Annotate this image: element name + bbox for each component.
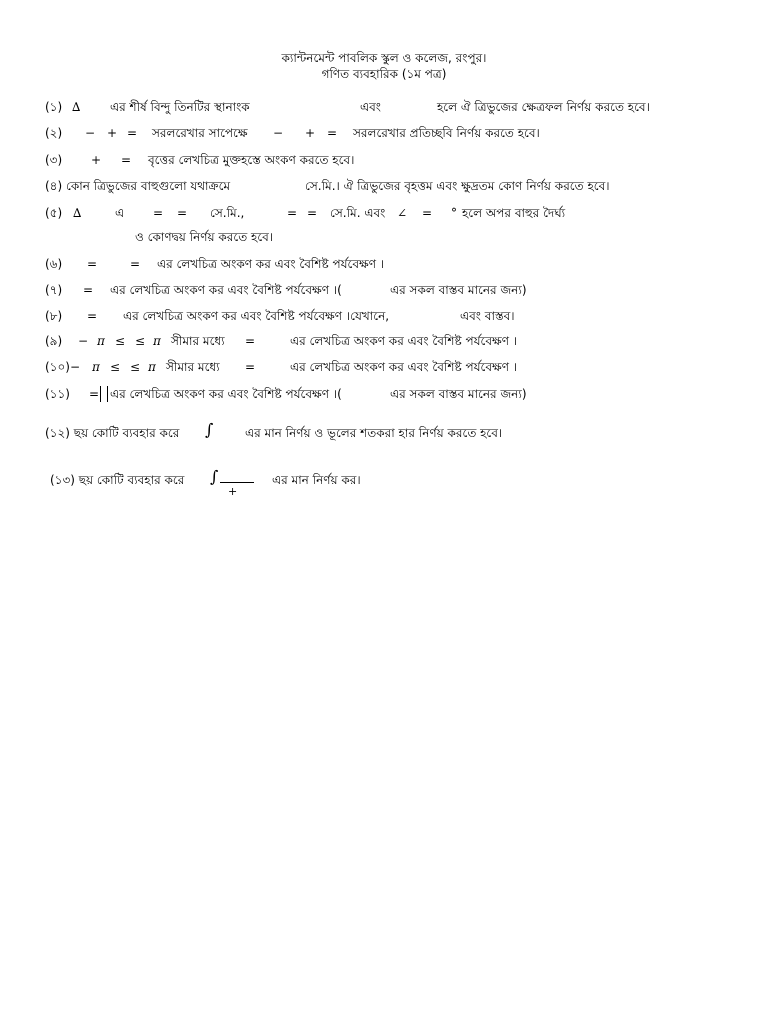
angle-symbol: ∠ — [397, 206, 408, 220]
question-text: হলে ঐ ত্রিভুজের ক্ষেত্রফল নির্ণয় করতে হবে। — [437, 100, 650, 114]
pi-symbol: π — [92, 360, 100, 374]
question-text: এর লেখচিত্র অংকণ কর এবং বৈশিষ্ট পর্যবেক্ষণ ।( — [110, 283, 342, 297]
question-text: সে.মি. এবং — [330, 206, 386, 220]
absolute-bar-right — [107, 386, 108, 402]
page-header — [0, 50, 768, 82]
question-text: এ — [115, 206, 125, 220]
math-operator: = — [127, 126, 138, 140]
integral-symbol: ∫ — [210, 467, 219, 486]
question-number: (৫) — [45, 206, 63, 220]
math-operator: = — [287, 206, 298, 220]
subject-title: গণিত ব্যবহারিক (১ম পত্র) — [321, 67, 447, 81]
question-number: (৯) — [45, 334, 63, 348]
math-operator: ≤ — [135, 334, 146, 348]
math-operator: − — [273, 126, 284, 140]
question-text: এর সকল বাস্তব মানের জন্য) — [390, 283, 527, 297]
absolute-bar-left — [100, 386, 101, 402]
math-operator: = — [307, 206, 318, 220]
question-text: এবং — [360, 100, 381, 114]
triangle-symbol: ∆ — [73, 206, 82, 220]
question-text: সরলরেখার সাপেক্ষে — [152, 126, 248, 140]
question-number: (৩) — [45, 153, 63, 167]
math-operator: = — [130, 257, 141, 271]
question-text: (১৩) ছয় কোটি ব্যবহার করে — [50, 473, 185, 487]
math-operator: ≤ — [115, 334, 126, 348]
question-text: এর মান নির্ণয় কর। — [272, 473, 361, 487]
math-operator: = — [177, 206, 188, 220]
question-text: এর লেখচিত্র অংকণ কর এবং বৈশিষ্ট পর্যবেক্ষণ । — [157, 257, 385, 271]
question-text: বৃত্তের লেখচিত্র মুক্তহস্তে অংকণ করতে হবে। — [148, 153, 355, 167]
integral-symbol: ∫ — [205, 420, 214, 439]
pi-symbol: π — [97, 334, 105, 348]
math-operator: + — [305, 126, 316, 140]
math-operator: ≤ — [130, 360, 141, 374]
question-text: এর লেখচিত্র অংকণ কর এবং বৈশিষ্ট পর্যবেক্ষণ । — [290, 334, 518, 348]
question-text: সীমার মধ্যে — [166, 360, 220, 374]
question-text: ও কোণদ্বয় নির্ণয় করতে হবে। — [135, 230, 274, 244]
question-text: (১২) ছয় কোটি ব্যবহার করে — [45, 426, 180, 440]
math-operator: = — [87, 309, 98, 323]
math-operator: − — [78, 334, 89, 348]
math-operator: + — [228, 485, 238, 498]
question-number: (১) — [45, 100, 63, 114]
math-operator: − — [85, 126, 96, 140]
math-operator: = — [121, 153, 132, 167]
math-operator: = — [89, 387, 100, 401]
pi-symbol: π — [153, 334, 161, 348]
math-operator: = — [83, 283, 94, 297]
math-operator: = — [422, 206, 433, 220]
question-number: (৭) — [45, 283, 63, 297]
math-operator: + — [107, 126, 118, 140]
math-operator: + — [91, 153, 102, 167]
math-operator: = — [245, 360, 256, 374]
pi-symbol: π — [148, 360, 156, 374]
question-number: (১১) — [45, 387, 70, 401]
question-text: এর সকল বাস্তব মানের জন্য) — [390, 387, 527, 401]
question-text: হলে অপর বাহুর দৈর্ঘ্য — [462, 206, 566, 220]
question-text: সে.মি., — [210, 206, 245, 220]
question-text: সীমার মধ্যে — [171, 334, 225, 348]
school-name: ক্যান্টনমেন্ট পাবলিক স্কুল ও কলেজ, রংপুর। — [281, 51, 487, 65]
math-operator: = — [87, 257, 98, 271]
question-text: এর মান নির্ণয় ও ভূলের শতকরা হার নির্ণয় করতে হবে। — [245, 426, 503, 440]
math-operator: = — [153, 206, 164, 220]
question-text: এর শীর্ষ বিন্দু তিনটির স্থানাংক — [110, 100, 250, 114]
degree-symbol: ° — [451, 206, 457, 220]
fraction-bar — [220, 482, 254, 483]
math-operator: ≤ — [110, 360, 121, 374]
math-operator: = — [245, 334, 256, 348]
question-number: (৮) — [45, 309, 63, 323]
question-text: (৪) কোন ত্রিভুজের বাহুগুলো যথাক্রমে — [45, 179, 231, 193]
question-text: সে.মি.। ঐ ত্রিভুজের বৃহত্তম এবং ক্ষুদ্রতম কোণ নির্ণয় করতে হবে। — [305, 179, 610, 193]
question-text: এর লেখচিত্র অংকণ কর এবং বৈশিষ্ট পর্যবেক্ষণ ।( — [110, 387, 342, 401]
triangle-symbol: ∆ — [72, 100, 81, 114]
math-operator: = — [327, 126, 338, 140]
question-number: (৬) — [45, 257, 63, 271]
question-number: (২) — [45, 126, 63, 140]
question-text: সরলরেখার প্রতিচ্ছবি নির্ণয় করতে হবে। — [353, 126, 540, 140]
question-text: এবং বাস্তব। — [460, 309, 515, 323]
question-text: এর লেখচিত্র অংকণ কর এবং বৈশিষ্ট পর্যবেক্ষণ । — [290, 360, 518, 374]
question-text: এর লেখচিত্র অংকণ কর এবং বৈশিষ্ট পর্যবেক্ষণ ।যেখানে, — [123, 309, 390, 323]
question-number: (১০)− — [45, 360, 81, 374]
